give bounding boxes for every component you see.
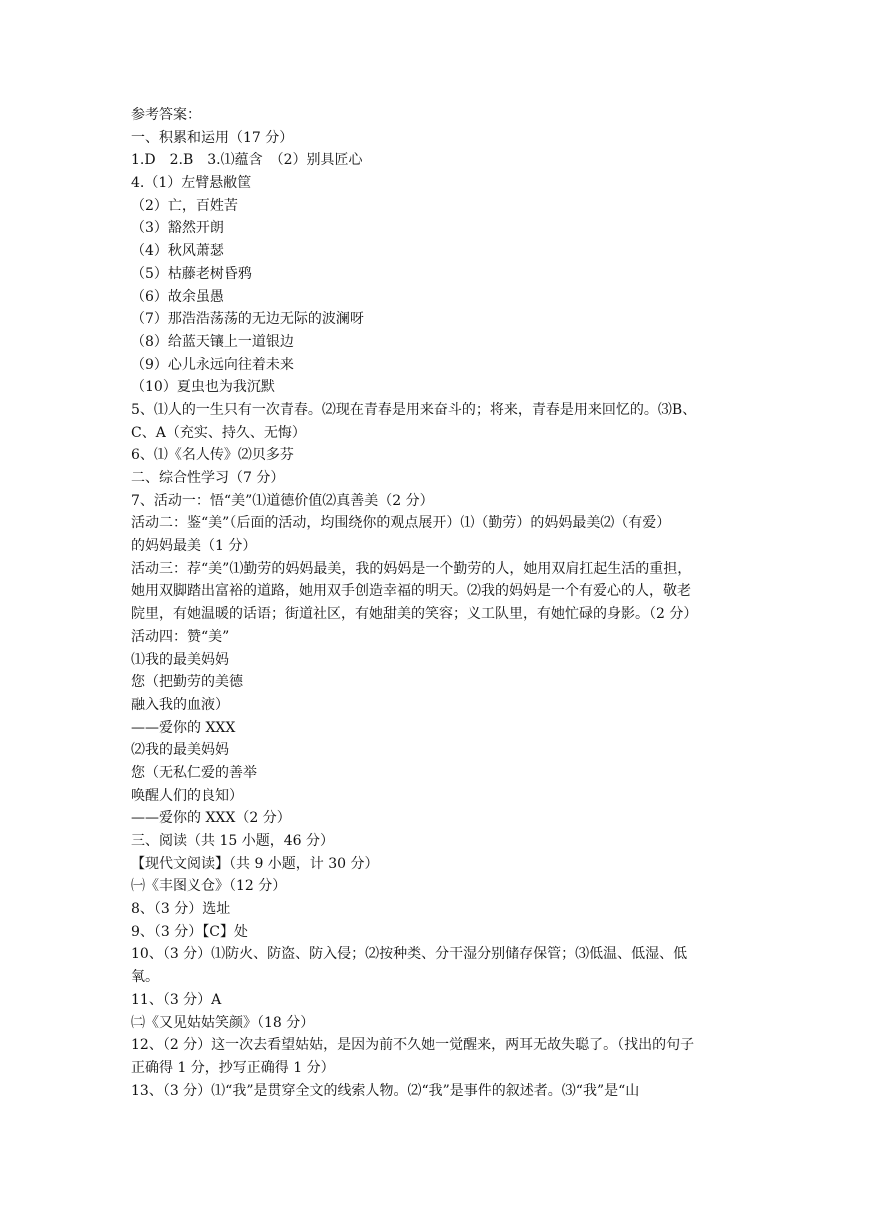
text-line: 9、（3 分）【C】处: [131, 923, 248, 940]
text-line: 4.（1）左臂悬敝筐: [131, 175, 252, 192]
poem-line: 唤醒人们的良知）: [131, 787, 243, 804]
text-line: 6、⑴《名人传》⑵贝多芬: [131, 447, 294, 464]
text-line: 7、活动一：悟“美”⑴道德价值⑵真善美（2 分）: [131, 492, 434, 509]
text-line: 5、⑴人的一生只有一次青春。⑵现在青春是用来奋斗的；将来，青春是用来回忆的。⑶B、: [131, 401, 697, 418]
text-line: 活动二：鉴“美”（后面的活动，均围绕你的观点展开）⑴（勤劳）的妈妈最美⑵（有爱）: [131, 515, 671, 532]
subsection-heading: 【现代文阅读】（共 9 小题，计 30 分）: [131, 855, 379, 872]
text-line: 13、（3 分）⑴“我”是贯穿全文的线索人物。⑵“我”是事件的叙述者。⑶“我”是“山: [131, 1082, 640, 1099]
text-line: 她用双脚踏出富裕的道路，她用双手创造幸福的明天。⑵我的妈妈是一个有爱心的人，敬老: [131, 583, 691, 600]
text-line: 正确得 1 分，抄写正确得 1 分）: [131, 1059, 335, 1076]
text-line: 1.D 2.B 3.⑴蕴含 （2）别具匠心: [131, 152, 363, 169]
poem-line: ⑴我的最美妈妈: [131, 651, 229, 668]
text-line: （5）枯藤老树昏鸦: [131, 265, 252, 282]
doc-heading: 参考答案：: [131, 107, 201, 123]
text-line: （7）那浩浩荡荡的无边无际的波澜呀: [131, 311, 364, 328]
text-line: 院里，有她温暖的话语；街道社区，有她甜美的笑容；义工队里，有她忙碌的身影。（2 分）: [131, 606, 698, 623]
text-line: 12、（2 分）这一次去看望姑姑，是因为前不久她一觉醒来，两耳无故失聪了。（找出的句子: [131, 1037, 695, 1054]
text-line: （4）秋风萧瑟: [131, 243, 224, 260]
text-line: C、A（充实、持久、无悔）: [131, 424, 306, 441]
section-heading: 二、综合性学习（7 分）: [131, 470, 285, 486]
text-line: （3）豁然开朗: [131, 220, 224, 237]
text-line: （6）故余虽愚: [131, 288, 224, 305]
text-line: （2）亡，百姓苦: [131, 197, 238, 214]
text-line: 氧。: [131, 969, 159, 986]
section-heading: 三、阅读（共 15 小题，46 分）: [131, 833, 334, 849]
text-line: （10）夏虫也为我沉默: [131, 379, 275, 396]
poem-line: ⑵我的最美妈妈: [131, 742, 229, 759]
text-line: 活动四：赞“美”: [131, 628, 230, 645]
text-line: 的妈妈最美（1 分）: [131, 538, 257, 555]
subsection-heading: ㈠《丰图义仓》（12 分）: [131, 878, 287, 895]
poem-line: 您（把勤劳的美德: [131, 674, 243, 691]
subsection-heading: ㈡《又见姑姑笑颜》（18 分）: [131, 1014, 315, 1031]
text-line: 8、（3 分）选址: [131, 901, 231, 918]
poem-line: ——爱你的 XXX（2 分）: [131, 810, 291, 827]
text-line: 11、（3 分）A: [131, 991, 222, 1008]
poem-line: ——爱你的 XXX: [131, 719, 236, 736]
text-line: （9）心儿永远向往着未来: [131, 356, 294, 373]
text-line: 活动三：荐“美”⑴勤劳的妈妈最美，我的妈妈是一个勤劳的人，她用双肩扛起生活的重担，: [131, 560, 692, 577]
section-heading: 一、积累和运用（17 分）: [131, 129, 294, 146]
poem-line: 您（无私仁爱的善举: [131, 764, 257, 781]
answer-key-document: [131, 104, 741, 1102]
poem-line: 融入我的血液）: [131, 696, 229, 713]
text-line: （8）给蓝天镶上一道银边: [131, 333, 294, 350]
text-line: 10、（3 分）⑴防火、防盗、防入侵；⑵按种类、分干湿分别储存保管；⑶低温、低湿、低: [131, 946, 688, 963]
